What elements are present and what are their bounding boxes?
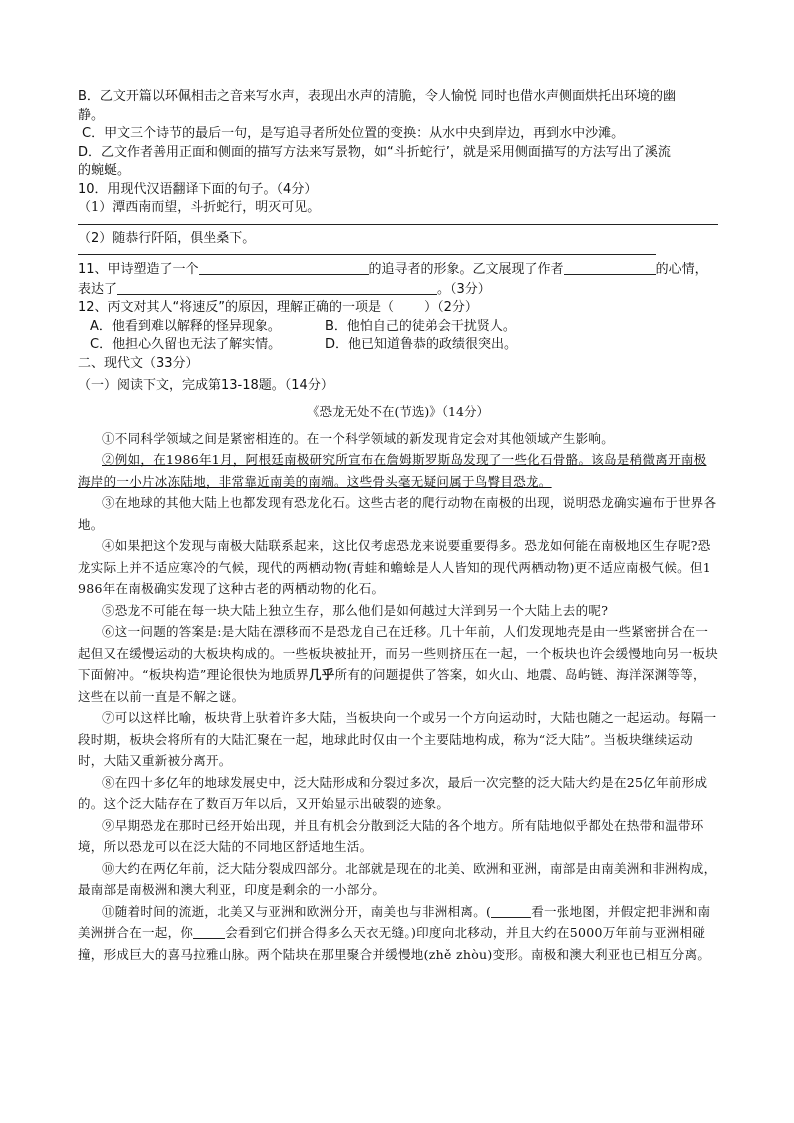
q12-options-row2 xyxy=(78,336,718,355)
paragraph-6-a: ⑥这一问题的答案是:是大陆在漂移而不是恐龙自己在迁移。几十年前，人们发现地壳是由一些紧密拼合在一起但又在缓慢运动的大板块构成的。一些板块被扯开，而另一些则挤压在一起，一个板块也许会缓慢地向另一板块下面俯冲。“板块构造”理论很快为地质界 xyxy=(78,624,719,682)
paragraph-1: ①不同科学领域之间是紧密相连的。在一个科学领域的新发现肯定会对其他领域产生影响。 xyxy=(102,430,615,446)
q11-blank-1[interactable] xyxy=(199,260,369,275)
answer-line-2[interactable] xyxy=(78,254,656,255)
paragraph-11-c: 会看到它们拼合得多么天衣无缝。)印度向北移动，并且大约在5000万年前与亚洲相碰撞，形成巨大的喜马拉雅山脉。两个陆块在那里聚合并缓慢地(zhě zhòu)变形。南极和澳大利亚也已相互分离。 xyxy=(78,925,711,962)
q11-line2 xyxy=(78,280,718,300)
q10-stem: 10．用现代汉语翻译下面的句子。（4分） xyxy=(78,181,318,197)
exam-page xyxy=(78,88,718,965)
q9-option-d-line1: D．乙文作者善用正面和侧面的描写方法来写景物，如“斗折蛇行’，就是采用侧面描写的方法写出了溪流 xyxy=(78,144,671,160)
q11-line2-a: 表达了 xyxy=(78,281,118,297)
q9-option-c: C．甲文三个诗节的最后一句，是写追寻者所处位置的变换：从水中央到岸边，再到水中沙滩。 xyxy=(82,126,625,141)
q12-option-d[interactable]: D．他已知道鲁恭的政绩很突出。 xyxy=(325,337,518,352)
paragraph-11-blank-2[interactable] xyxy=(193,926,225,939)
q11-line1 xyxy=(78,260,718,280)
paragraph-6 xyxy=(78,621,718,707)
paragraph-5: ⑤恐龙不可能在每一块大陆上独立生存，那么他们是如何越过大洋到另一个大陆上去的呢? xyxy=(102,602,609,618)
paragraph-10: ⑩大约在两亿年前，泛大陆分裂成四部分。北部就是现在的北美、欧洲和亚洲，南部是由南美洲和非洲构成，最南部是南极洲和澳大利亚，印度是剩余的一小部分。 xyxy=(78,860,717,897)
q11-part1: 11、甲诗塑造了一个 xyxy=(78,262,199,277)
q9-option-d-line2: 的蜿蜒。 xyxy=(78,163,131,178)
paragraph-11-b: 看一张地图，并假定把非洲和南美洲拼合在一起，你 xyxy=(78,903,711,940)
q11-blank-3[interactable] xyxy=(117,280,437,295)
paragraph-9: ⑨早期恐龙在那时已经开始出现，并且有机会分散到泛大陆的各个地方。所有陆地似乎都处在热带和温带环境，所以恐龙可以在泛大陆的不同地区舒适地生活。 xyxy=(78,817,704,854)
q11-blank-2[interactable] xyxy=(564,260,656,275)
q12-option-c[interactable]: C．他担心久留也无法了解实情。 xyxy=(90,337,282,352)
q12-option-b[interactable]: B．他怕自己的徒弟会干扰贤人。 xyxy=(325,318,516,334)
q12-stem: 12、丙文对其人“将速反”的原因，理解正确的一项是（ ）（2分） xyxy=(78,300,478,315)
q11-line2-b: 。（3分） xyxy=(437,281,491,297)
paragraph-8: ⑧在四十多亿年的地球发展史中，泛大陆形成和分裂过多次，最后一次完整的泛大陆大约是在25亿年前形成的。这个泛大陆存在了数百万年以后，又开始显示出破裂的迹象。 xyxy=(78,774,708,811)
q9-option-b-line1: B．乙文开篇以环佩相击之音来写水声，表现出水声的清脆，令人愉悦 同时也借水声侧面烘托出环境的幽 xyxy=(78,89,677,104)
q10-sentence-2: （2）随恭行阡陌，俱坐桑下。 xyxy=(78,230,256,246)
q10-sentence-1: （1）潭西南而望，斗折蛇行，明灭可见。 xyxy=(78,200,321,215)
article-title: 《恐龙无处不在(节选)》（14分） xyxy=(307,403,489,419)
paragraph-2-underlined: ②例如，在1986年1月，阿根廷南极研究所宣布在詹姆斯罗斯岛发现了一些化石骨骼。该岛是稍微离开南极海岸的一小片冰冻陆地，非常靠近南美的南端。这些骨头毫无疑问属于鸟臀目恐龙。 xyxy=(78,452,707,489)
paragraph-11 xyxy=(78,901,718,966)
q9-option-b-line2: 静。 xyxy=(78,107,105,123)
q11-part2: 的追寻者的形象。乙文展现了作者 xyxy=(368,262,564,277)
section-subheading: （一）阅读下文，完成第13-18题。（14分） xyxy=(78,378,334,393)
paragraph-7: ⑦可以这样比喻，板块背上驮着许多大陆，当板块向一个或另一个方向运动时，大陆也随之一起运动。每隔一段时期，板块会将所有的大陆汇聚在一起，地球此时仅由一个主要陆地构成，称为“泛大陆”。当板块继续运动时，大陆又重新被分离开。 xyxy=(78,710,717,768)
answer-line-1[interactable] xyxy=(78,224,718,225)
paragraph-11-blank-1[interactable] xyxy=(491,905,531,918)
q11-part3: 的心情， xyxy=(655,262,708,277)
paragraph-4: ④如果把这个发现与南极大陆联系起来，这比仅考虑恐龙来说要重要得多。恐龙如何能在南极地区生存呢?恐龙实际上并不适应寒冷的气候，现代的两栖动物(青蛙和蟾蜍是人人皆知的现代两栖动物)更不适应南极气候。但1986年在南极确实发现了这种古老的两栖动物的化石。 xyxy=(78,538,712,596)
q12-options-row1 xyxy=(78,318,718,337)
paragraph-3: ③在地球的其他大陆上也都发现有恐龙化石。这些古老的爬行动物在南极的出现，说明恐龙确实遍布于世界各地。 xyxy=(78,495,717,532)
q12-option-a[interactable]: A．他看到难以解释的怪异现象。 xyxy=(90,318,281,334)
paragraph-6-c: 所有的问题提供了答案，如火山、地震、岛屿链、海洋深渊等等，这些在以前一直是不解之谜。 xyxy=(78,667,706,704)
paragraph-6-bold: 几乎 xyxy=(308,667,335,682)
paragraph-11-a: ⑪随着时间的流逝，北美又与亚洲和欧洲分开，南美也与非洲相离。( xyxy=(102,903,492,919)
section-heading: 二、现代文（33分） xyxy=(78,355,199,371)
